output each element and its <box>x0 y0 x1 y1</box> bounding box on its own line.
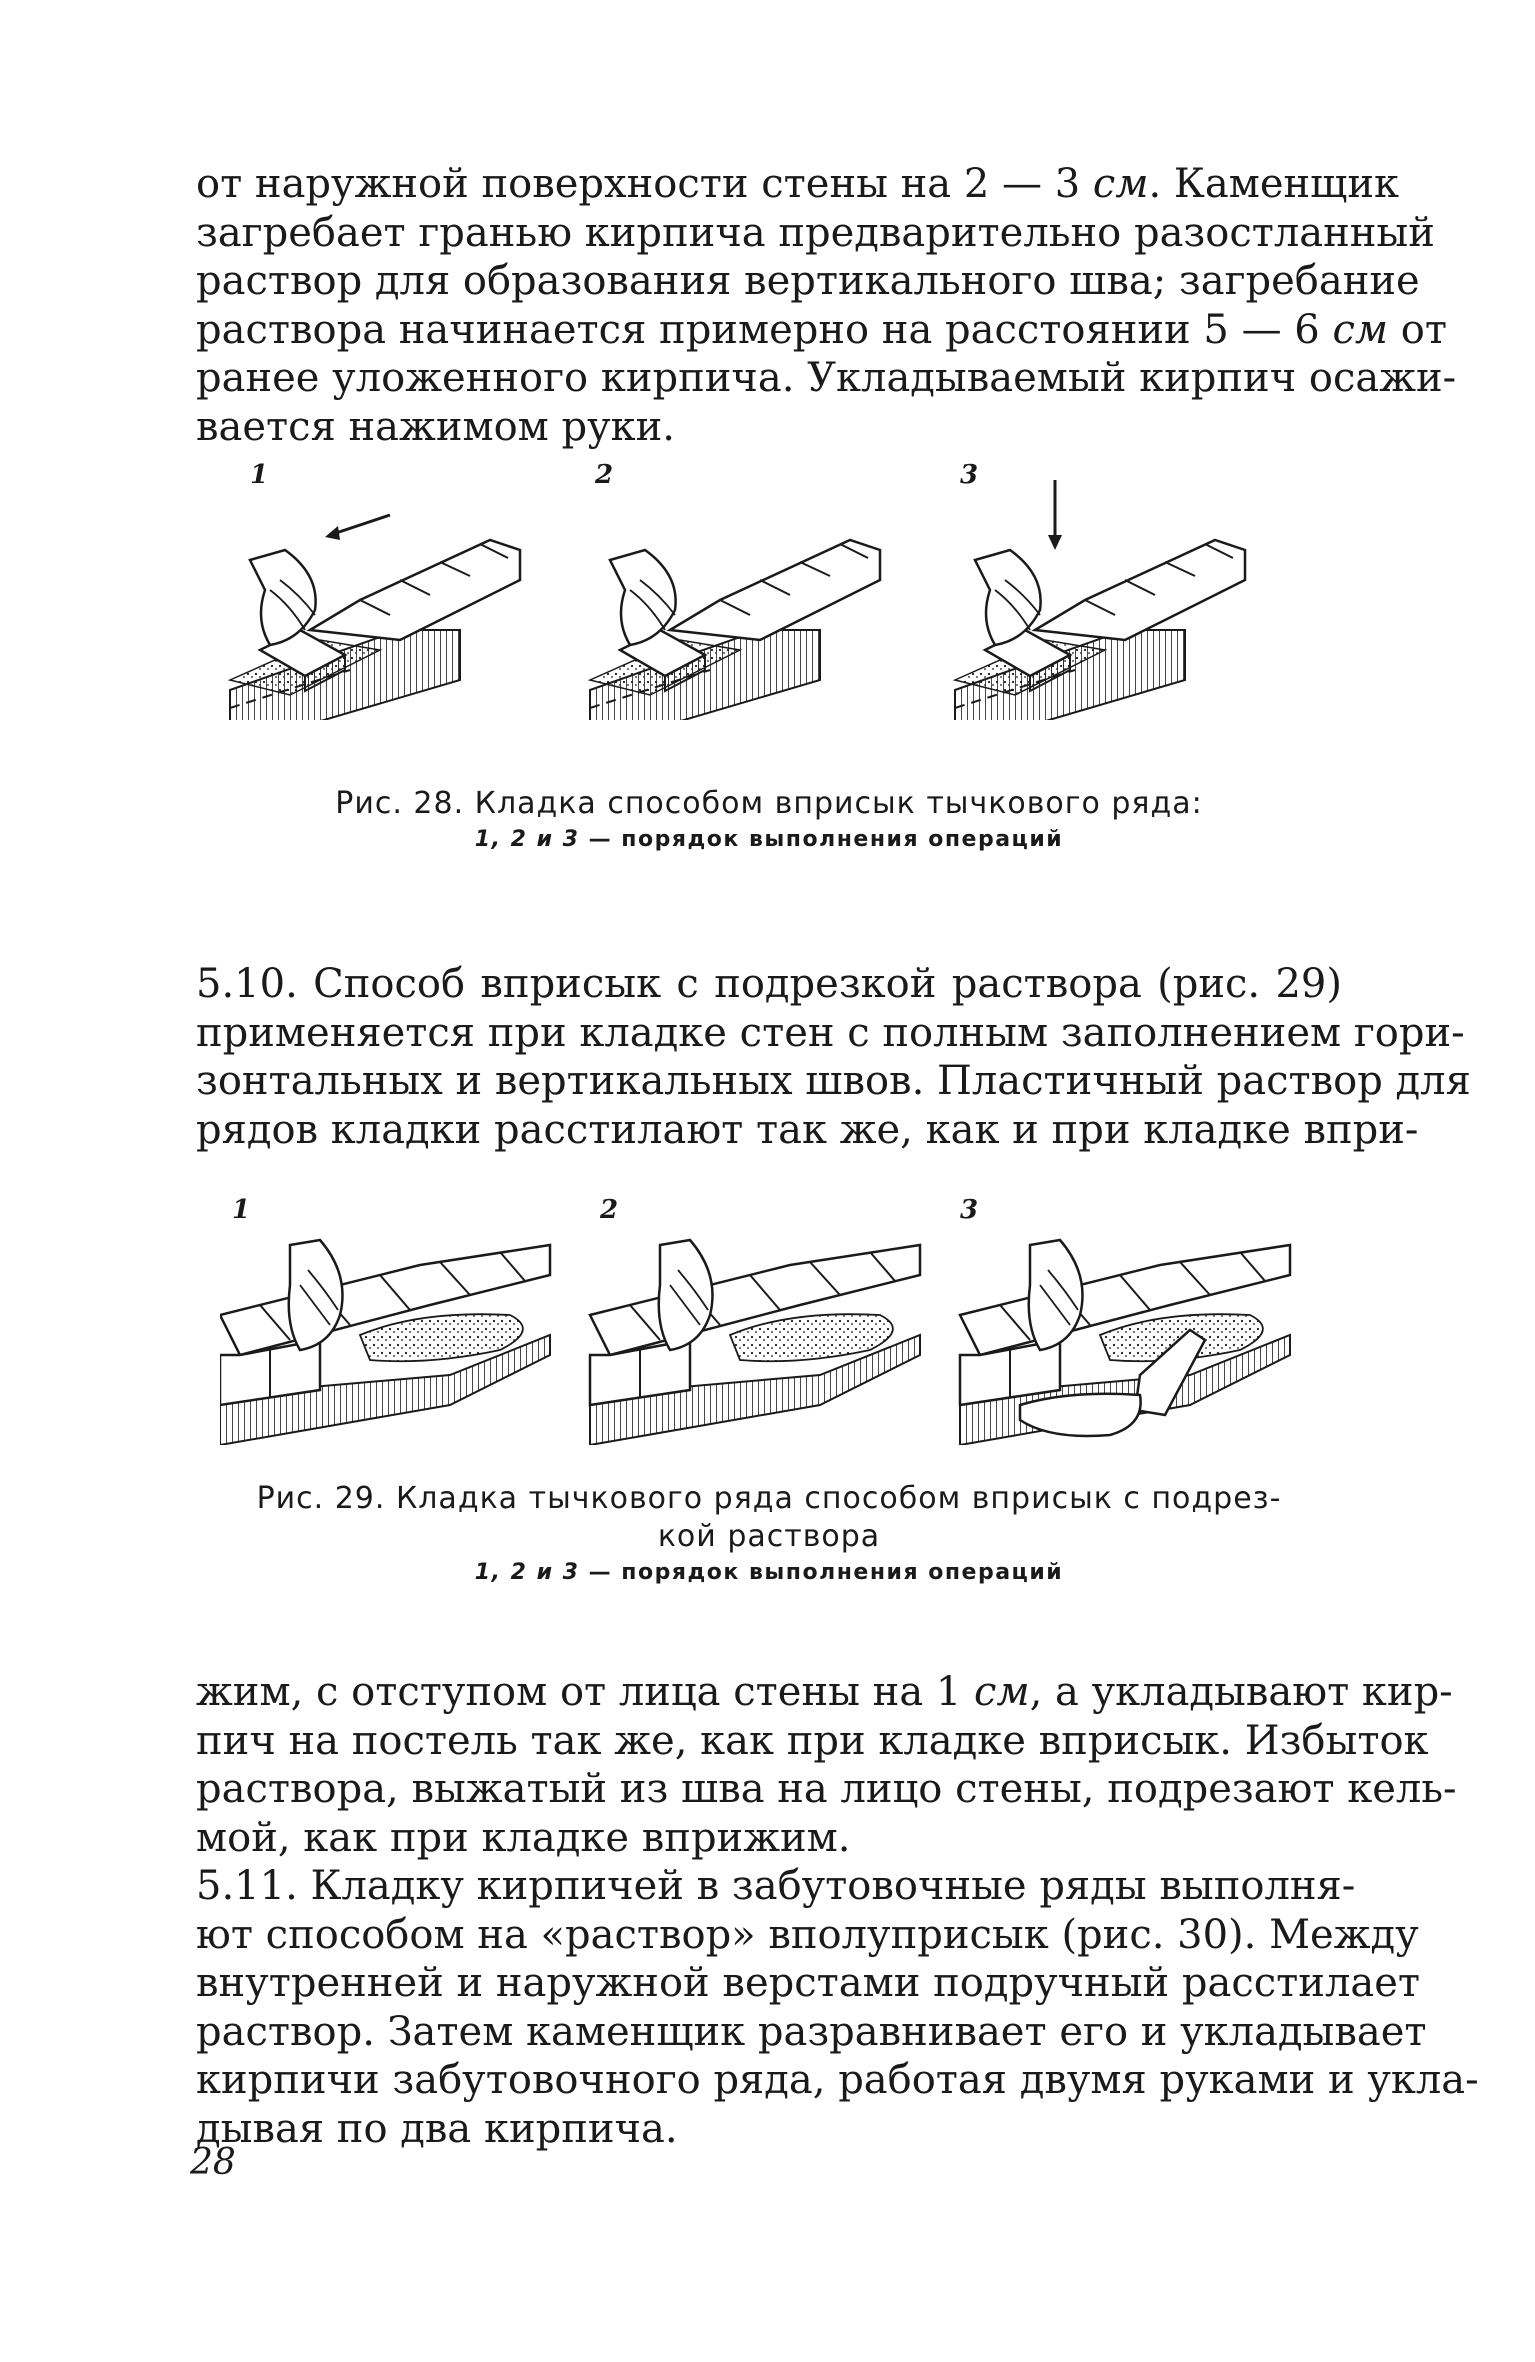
caption-sub: 1, 2 и 3 — порядок выполнения операций <box>474 1560 1064 1585</box>
text-line: раствора, выжатый из шва на лицо стены, подрезают кель- <box>196 1766 1457 1812</box>
panel-label-3: 3 <box>960 1195 979 1225</box>
panel-label-1: 1 <box>232 1195 251 1225</box>
text-line: раствора начинается примерно на расстоянии 5 — 6 см от <box>196 306 1447 353</box>
page-number: 28 <box>190 2142 236 2183</box>
caption-main-line-1: Рис. 29. Кладка тычкового ряда способом вприсык с подрез- <box>256 1481 1282 1516</box>
paragraph-4 <box>196 1862 1479 2153</box>
panel-label-2: 2 <box>600 1195 619 1225</box>
panel-label-3: 3 <box>960 460 979 490</box>
text-line: жим, с отступом от лица стены на 1 см, а укладывают кир- <box>196 1669 1453 1715</box>
text-line: пич на постель так же, как при кладке вприсык. Избыток <box>196 1717 1429 1764</box>
brick-laying-drawing <box>220 460 1320 720</box>
text-line: ранее уложенного кирпича. Укладываемый кирпич осажи- <box>196 355 1457 401</box>
figure-28-illustration <box>220 460 1320 720</box>
caption-main: Рис. 28. Кладка способом вприсык тычкового ряда: <box>335 786 1203 821</box>
caption-main-line-2: кой раствора <box>657 1519 881 1554</box>
text-line: ют способом на «раствор» вполуприсык (рис. 30). Между <box>196 1911 1419 1958</box>
text-line: мой, как при кладке вприжим. <box>196 1814 851 1861</box>
text-line: 5.11. Кладку кирпичей в забутовочные ряды выполня- <box>196 1863 1356 1909</box>
paragraph-3 <box>196 1668 1457 1862</box>
panel-label-1: 1 <box>250 460 269 490</box>
text-line: раствор. Затем каменщик разравнивает его и укладывает <box>196 2008 1427 2055</box>
figure-28-caption <box>196 785 1342 857</box>
text-line: от наружной поверхности стены на 2 — 3 см. Каменщик <box>196 161 1400 207</box>
paragraph-2 <box>196 960 1471 1154</box>
paragraph-1 <box>196 160 1457 451</box>
text-line: внутренней и наружной верстами подручный расстилает <box>196 1960 1421 2006</box>
panel-label-2: 2 <box>595 460 614 490</box>
text-line: раствор для образования вертикального шва; загребание <box>196 258 1420 304</box>
text-line: зонтальных и вертикальных швов. Пластичный раствор для <box>196 1058 1471 1104</box>
text-line: кирпичи забутовочного ряда, работая двумя руками и укла- <box>196 2057 1479 2103</box>
text-line: вается нажимом руки. <box>196 403 676 450</box>
figure-29-caption <box>196 1480 1342 1590</box>
text-line: загребает гранью кирпича предварительно разостланный <box>196 209 1435 256</box>
text-line: применяется при кладке стен с полным заполнением гори- <box>196 1009 1465 1056</box>
text-line: рядов кладки расстилают так же, как и при кладке впри- <box>196 1106 1419 1153</box>
brick-laying-drawing <box>220 1195 1320 1445</box>
text-line: дывая по два кирпича. <box>196 2105 678 2152</box>
caption-sub: 1, 2 и 3 — порядок выполнения операций <box>474 827 1064 852</box>
figure-29-illustration <box>220 1195 1320 1445</box>
text-line: 5.10. Способ вприсык с подрезкой раствора (рис. 29) <box>196 961 1342 1007</box>
